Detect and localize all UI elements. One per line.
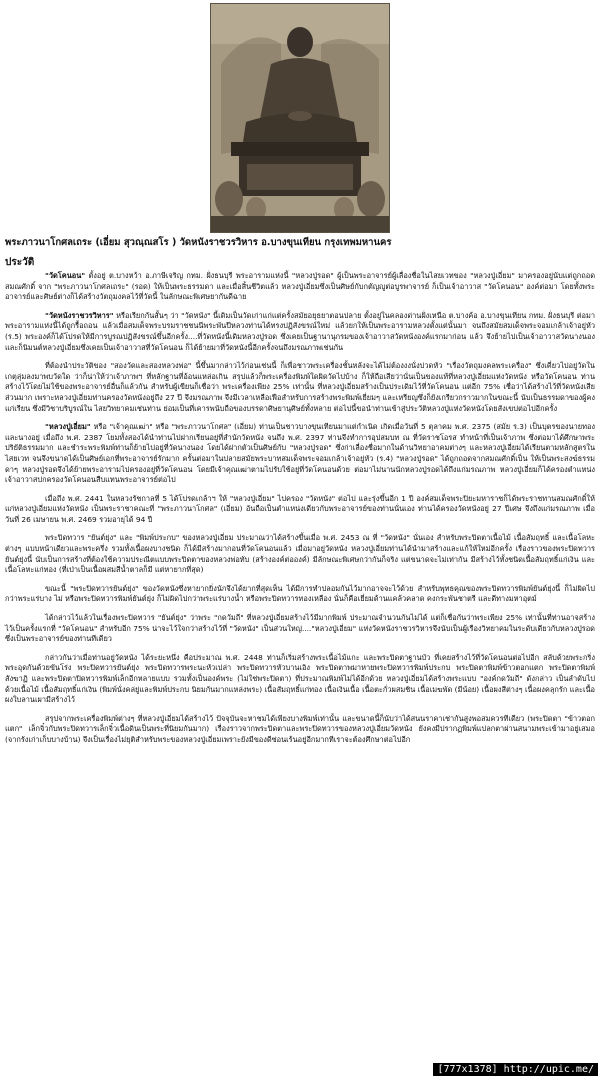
paragraph-8-text: ได้กล่าวไว้แล้วในเรื่องพระปิดทวาร "ยันต์ยุ่ง" ว่าพระ "กดวัมถี" ที่หลวงปู่เอี่ยมสร้างไว้มีมากพิมพ์ ประมาณจำนวนกันไม่ได้ แต่ก็เชื่อกันว่าพระเพียง 25% เท่านั้นที่ท่านอาจสร้างไว้เป็นครั้งแรกที่ "วัดโคนอน" สำหรับอีก 75% น่าจะไว้ใจกว่าสร้างไว้ที่ "วัดหนัง" เป็นส่วนใหญ่...."หลวงปู่เอี่ยม" แห่งวัดหนังราชวรวิหารจึงนับเป็นผู้เรืองวิทยาคมในระดับเดียวกับหลวงปู่รอด ซึ่งเป็นพระอาจารย์ของท่านทีเดียว [5,613,595,644]
paragraph-5 [5,494,595,526]
photo-caption: พระภาวนาโกศลเถระ (เอี่ยม สุวณฺณสโร ) วัดหนังราชวรวิหาร อ.บางขุนเทียน กรุงเทพมหานคร [5,237,392,248]
paragraph-1-lead: "วัดโคนอน" [45,271,86,280]
paragraph-10 [5,714,595,746]
paragraph-6 [5,533,595,575]
paragraph-5-text: เมื่อถึง พ.ศ. 2441 ในหลวงรัชกาลที่ 5 ได้โปรดเกล้าฯ ให้ "หลวงปู่เอี่ยม" ไปครอง "วัดหนัง" ต่อไป และรุ่งขึ้นอีก 1 ปี องค์สมเด็จพระปิยะมหาราชก็ได้พระราชทานสมณศักดิ์ให้แก่หลวงปู่เอี่ยมแห่งวัดหนัง เป็นพระราชาคณะที่ "พระภาวนาโกศล" (เอี่ยม) อันถือเป็นตำแหน่งเดียวกับพระอาจารย์ของท่านนั่นเอง ท่านได้ครองวัดหนังอยู่ 27 ปีเศษ จึงถึงแก่มรณภาพ เมื่อวันที่ 26 เมษายน พ.ศ. 2469 รวมอายุได้ 94 ปี [5,493,595,524]
paragraph-3-text: ที่ต้องนำประวัติของ "สองวัดและสองหลวงพ่อ" นี้ขึ้นมากล่าวไว้ก่อนเช่นนี้ ก็เพื่อชาวพระเครื่องชั้นหลังจะได้ไม่ต้องงงนั่งปวดหัว "เรื่องวัตถุมงคลพระเครื่อง" ซึ่งเคี่ยวไปอยู่วัดในเกตุลุ่มลงมาพบวัดใด ว่าก็น่าให้ว่าเจ้าภาพฯ ที่หลักฐานที่อ้อนแหล่อเกิน สรุปแล้วก็พระเครื่องพิมพ์ใดผิดวัดไปบ้าง ก็ให้ถือเสียว่านั่นเป็นของแท้ที่หลวงปู่เอี่ยมแห่งวัดหนัง หรือวัดโคนอน ท่านสร้างไว้โดยไม่ใช้ของพระอาจารย์อื่นก็แล้วกัน สำหรับผู้เขียนก็เชื่อว่า พระเครื่องเพียง 25% เท่านั้น ที่หลวงปู่เอี่ยมสร้างเป็นประเดิมไว้ที่วัดโคนอน แต่อีก 75% เชื่อว่าได้สร้างไว้ที่วัดหนังเสียส่วนมาก เพราะหลวงปู่เอี่ยมท่านครองวัดหนังอยู่ถึง 27 ปี จึงมรณภาพ จึงมีเวลาเหลือเฟือสำหรับการสร้างพระพิมพ์เยี่ยมๆ และเหรียญซึ่งก็ยังเกรียวกราวมากในขณะนี้ นับเป็นธรรมดาของผู้คงแก่เรียน ซึ่งมีวิชาบริบูรณ์ใน ไสยวิทยาคมเช่นท่าน ย่อมเป็นที่เคารพนับถือของบรรดาศิษยานุศิษย์ทั้งหลาย ต่อไปนี้ขอนำท่านเข้าสู่ประวัติหลวงปู่แห่งวัดหนังโดยสังเขปต่อไปอีกครั้ง [5,361,595,413]
photo-area [0,0,600,235]
paragraph-4 [5,422,595,486]
paragraph-2-text: หรือเรียกกันสั้นๆ ว่า "วัดหนัง" นี้เดิมเป็นวัดเก่าแก่แต่ครั้งสมัยอยุธยาตอนปลาย ตั้งอยู่ในคลองด่านฝั่งเหนือ ต.บางค้อ อ.บางขุนเทียน กทม. ฝั่งธนบุรี ต่อมา พระอารามแห่งนี้ได้ถูกรื้อถอน แล้วเมื่อสมเด็จพระบรมราชชนนีพระพันปีหลวงท่านได้ทรงปฏิสังขรณ์ใหม่ แล้วยกให้เป็นพระอารามหลวงตั้งแต่นั้นมา จนถึงสมัยสมเด็จพระจอมเกล้าเจ้าอยู่หัว (ร.5) พระองค์ก็ได้โปรดให้มีการบูรณปฏิสังขรณ์ขึ้นอีกครั้ง....ที่วัดหนังนี้เดิมหลวงปู่รอด ซึ่งเคยเป็นฐานานุกรมของเจ้าอาวาสวัดหนังองค์แรกมาก่อน แล้ว จึงย้ายไปเป็นเจ้าอาวาสวัดนางนอง และก็นิมนต์หลวงปู่เอี่ยมซึ่งเคยเป็นเจ้าอาวาสที่วัดโคนอน ก็ได้ย้ายมาที่วัดหนังนี้อีกครั้งจนถึงมรณภาพเช่นกัน [5,310,595,352]
paragraph-9 [5,653,595,706]
paragraph-7-text: ขณะนี้ "พระปิดทวารยันต์ยุ่ง" ของวัดหนังซึ่งหายากยิ่งนักจึงได้ยากที่สุดเห็น ได้มีการทำปลอมกันไว้มากอาจจะไว้ด้วย สำหรับพุทธคุณของพระปิดทวารพิมพ์ยันต์ยุ่งนี้ ก็ไม่ผิดไปกว่าพระแร่บาง ไม่ หรือพระปิดทวารพิมพ์ยันต์ยุ่ง ก็ไม่ผิดไปกว่าพระแร่บางน้ำ หรือพระปิดทวารทองเหลือง นั่นก็คือเยี่ยมด้านแคล้วคลาด คงกระพันชาตรี และดีทางมหาอุตม์ [5,583,595,604]
article-body [5,271,595,754]
monk-photo [210,3,390,233]
paragraph-2-lead: "วัดหนังราชวรวิหาร" [45,310,114,320]
paragraph-2 [5,311,595,353]
watermark-link[interactable]: [777x1378] http://upic.me/ [433,1063,598,1076]
paragraph-4-lead: "หลวงปู่เอี่ยม" [45,422,91,432]
section-title: ประวัติ [5,257,35,268]
paragraph-9-text: กล่าวกันว่าเมื่อท่านอยู่วัดหนัง ได้ระยะหนึ่ง คือประมาณ พ.ศ. 2448 ท่านก็เริ่มสร้างพระเนื้อไม้แกะ และพระปิดตาฐานบัว ที่เคยสร้างไว้ที่วัดโคนอนต่อไปอีก สลับด้วยพระกริ่ง พระอุดกันด้วยขันโร่ง พระปิดทวารยันต์ยุ่ง พระปิดทวารพระนะหัวเปล่า พระปิดทวารหัวบานเอิง พระปิดตาพมาหายพระปิดทวารพิมพ์ประกบ พระปิดตาพิมพ์ข้าวตอกแตก พระปิดตาพิมพ์สังฆาฏิ และพระปิดตาปิดทวารพิมพ์เล็กอีกหลายแบบ รวมทั้งเป็นองค์พระ (ไม่ใช่พระปิดตา) ที่ประมาณพิมพ์ไม่ได้อีกด้วย หลวงปู่เอี่ยมได้สร้างพระแบบ "องค์กดวัมถี" ดังกล่าว เป็นลำดับไปด้วยเนื้อไม้ เนื้อสัมฤทธิ์แก่เงิน (พิมพ์นั่งคล่ยู่และพิมพ์ประกบ นิยมกันมากแหล่งพระ) เนื้อสัมฤทธิ์แก่ทอง เนื้อเงินเนื้อ เนื้อตะกั่วผสมชิน เนื้อเมฆพัด (มีน้อย) เนื้อผงสีต่างๆ เนื้อผงคลุกรัก และเนื้อผงใบลานเผามีสร้างไว้ [5,652,595,705]
paragraph-1-text: ตั้งอยู่ ต.บางหว้า อ.ภาษีเจริญ กทม. ฝั่งธนบุรี พระอารามแห่งนี้ "หลวงปู่รอด" ผู้เป็นพระอาจารย์ผู้เลื่องชื่อในไสยเวทของ "หลวงปู่เอี่ยม" มาครองอยู่นับแต่ถูกถอดสมณศักดิ์ จาก "พระภาวนาโกศลเถระ" (รอด) ให้เป็นพระธรรมดา และเมื่อสิ้นชีวิตแล้ว หลวงปู่เอี่ยมซึ่งเป็นศิษย์กับกตัญญูต่อบูรพาจารย์ ก็เป็นเจ้าอาวาส "วัดโคนอน" องค์ต่อมา โดยทั้งพระอาจารย์และศิษย์ต่างก็ได้สร้างวัตถุมงคลไว้ที่วัดนี้ ในลักษณะพิเศษยากันดีฉาย [5,271,595,302]
paragraph-8 [5,613,595,645]
paragraph-10-text: สรุปจากพระเครื่องพิมพ์ต่างๆ ที่หลวงปู่เอี่ยมได้สร้างไว้ ปัจจุบันจะหาชมได้เพียงบางพิมพ์เท่านั้น และขนาดนี้ก็นับว่าได้สนนราคาเช่ากันสูงพอสมควรทีเดียว (พระปิดตา "ข้าวตอกแตก" เล็กจิ๋วกับพระปิดทวารเล็กจิ๋วเนื้อดินเป็นพระที่นิยมกันมาก) เรื่องราวจากพระปิดตาและพระปิดทวารของหลวงปู่เอี่ยมวัดหนัง ยังคงมีปรากฏพิมพ์แปลกตาผ่านสนามพระเข้ามาอยู่เสมอ (จากรังเก่าเก็บบางบ้าน) จึงเป็นเรื่องไม่ยุติสำหรับพระของหลวงปู่เอี่ยมเพราะยังมีของดีซ่อนเร้นอยู่อีกมากทีเราจะต้องศึกษาต่อไปอีก [5,713,595,744]
paragraph-7 [5,584,595,605]
paragraph-1 [5,271,595,303]
paragraph-4-text: หรือ "เจ้าคุณเฒ่า" หรือ "พระภาวนาโกศล" (เอี่ยม) ท่านเป็นชาวบางขุนเทียนมาแต่กำเนิด เกิดเมื่อวันที่ 5 ตุลาคม พ.ศ. 2375 (สมัย ร.3) เป็นบุตรของนายทองและนางอยู่ เมื่อถึง พ.ศ. 2387 โยมทั้งสองได้นำท่านไปฝากเรียนอยู่ที่สำนักวัดหนัง จนถึง พ.ศ. 2397 ท่านจึงทำการอุปสมบท ณ ที่วัดราชโอรส ทำหน้าที่เป็นเจ้าภาพ ซึ่งต่อมาได้ศึกษาพระปริยัติธรรมมาก และชำระพระพิมพ์ท่านก็ย้ายไปอยู่ที่วัดนางนอง โดยได้ฝากตัวเป็นศิษย์กับ "หลวงปู่รอด" ซึ่งก่าเลื่องชื่อมากในด้านวิทยาอาคมต่างๆ และหลวงปู่เอี่ยมได้เรียนตามหลักสูตรในไสยเวท จนจึงขนาดได้เป็นศิษย์เอกที่พระอาจารย์รักมาก ครั้นต่อมาในปลายสมัยพระบาทสมเด็จพระจอมเกล้าเจ้าอยู่หัว (ร.4) "หลวงปู่รอด" ได้ถูกถอดจากสมณศักดิ์เป็น ให้เป็นพระสงฆ์ธรรมดาๆ หลวงปู่รอดจึงได้ย้ายพระอารามไปครองอยู่ที่วัดโคนอน โดยมีเจ้าคุณเฒ่าตามไปรับใช้อยู่ที่วัดโคนอนด้วย ต่อมาไม่นานนักหลวงปู่รอดได้ถึงแก่มรณภาพ หลวงปู่เอี่ยมก็ได้ครองตำแหน่งเจ้าอาวาสปกครองวัดโคนอนสืบแทนพระอาจารย์ต่อไป [5,422,595,485]
paragraph-3 [5,361,595,414]
paragraph-6-text: พระปิดทวาร "ยันต์ยุ่ง" และ "พิมพ์ประกบ" ของหลวงปู่เอี่ยม ประมาณว่าได้สร้างขึ้นเมื่อ พ.ศ. 2453 ณ ที่ "วัดหนัง" นั่นเอง สำหรับพระปิดตาเนื้อไม้ เนื้อสัมฤทธิ์ และเนื้อโลหะต่างๆ แบบหน้าเดียวและพระครึ่ง รวมทั้งเนื้อผงบางชนิด ก็ได้มีสร้างมากอนที่วัดโคนอนแล้ว เมื่อมาอยู่วัดหนัง หลวงปู่เอี่ยมท่านได้นำมาสร้างและแก้ให้ใหม่อีกครั้ง เรื่องราวของพระปิดทวารยันต์ยุ่งนี้ นับเป็นการสร้างที่ต้องใช้ความประณีตแบบพระปิดตาของหลวงพ่อทับ (สร้างองค์ต่อองค์) มีลักษณะพิเศษกว่ากันก็จริง แต่ขนาดจะไม่เท่ากัน มีสร้างไว้ทั้งชนิดเนื้อสัมฤทธิ์แก่เงิน และเนื้อโลหะแก่ทอง (ที่เป่าเป็นเนื้อผสมสีน้ำตาลก็มี แต่หายากที่สุด) [5,533,595,575]
